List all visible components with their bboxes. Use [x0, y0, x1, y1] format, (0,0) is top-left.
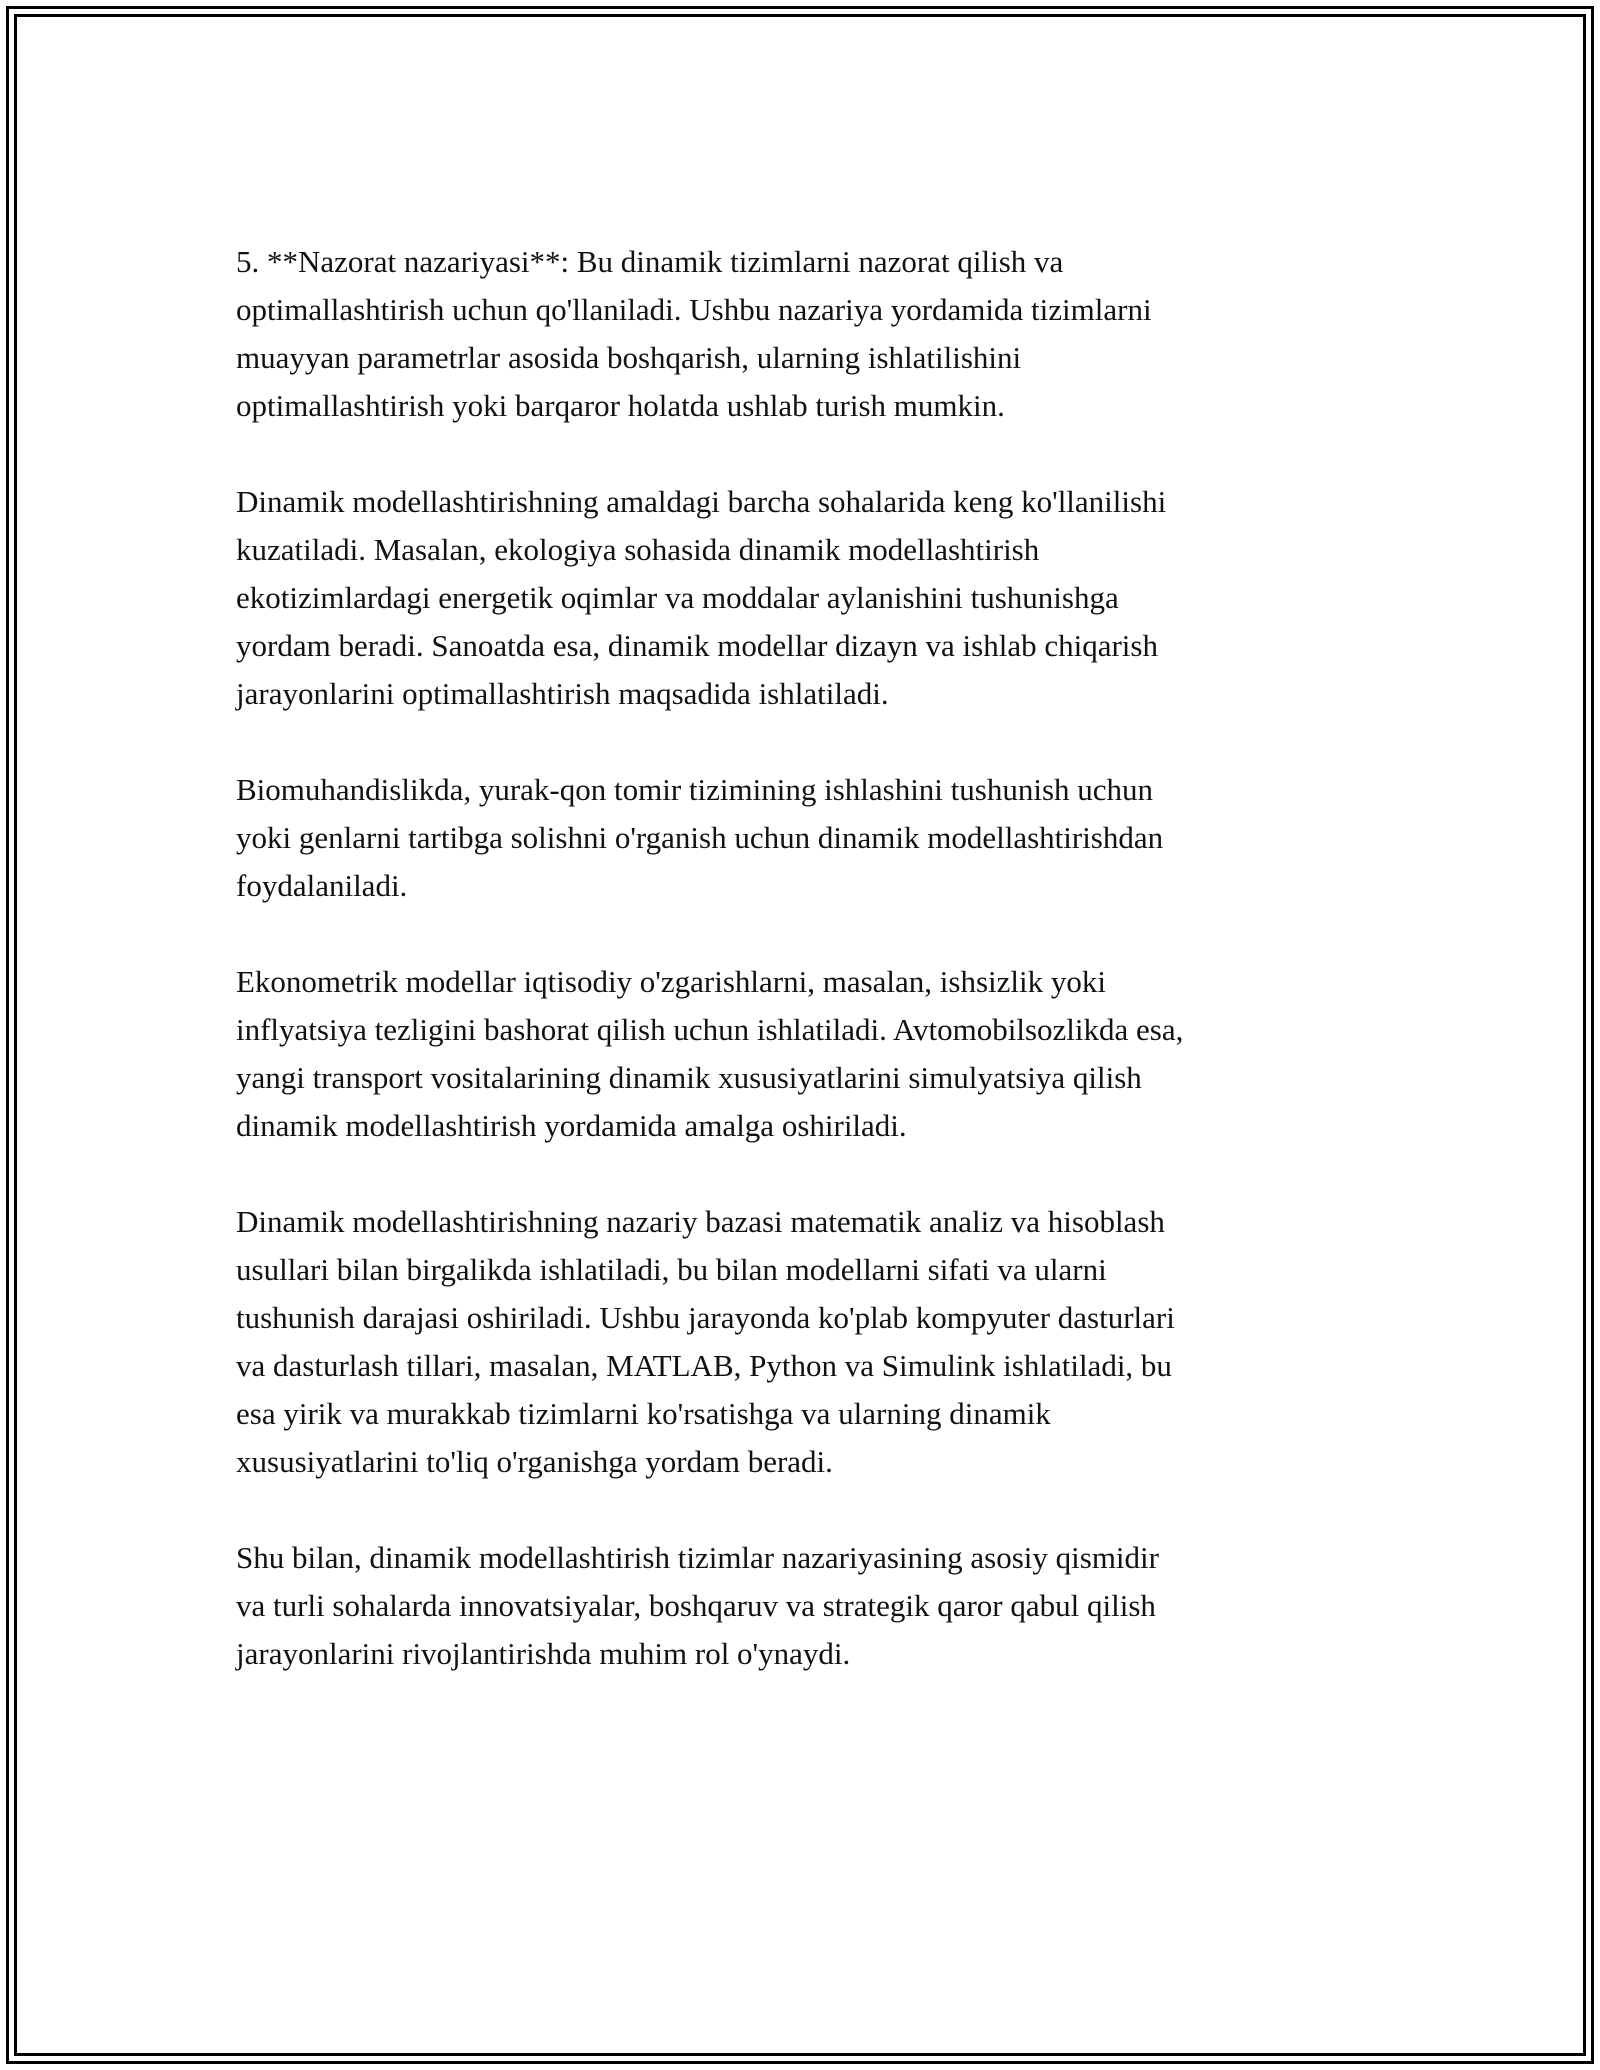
paragraph-conclusion: Shu bilan, dinamik modellashtirish tizimlar nazariyasining asosiy qismidir va turli sohalarda innovatsiyalar, boshqaruv va strategik qaror qabul qilish jarayonlarini rivojlantirishda muhim rol o'ynaydi. [236, 1540, 1159, 1671]
document-body [236, 238, 1376, 1726]
paragraph-theoretical-basis: Dinamik modellashtirishning nazariy bazasi matematik analiz va hisoblash usullari bilan birgalikda ishlatiladi, bu bilan modellarni sifati va ularni tushunish darajasi oshiriladi. Ushbu jarayonda ko'plab kompyuter dasturlari va dasturlash tillari, masalan, MATLAB, Python va Simulink ishlatiladi, bu esa yirik va murakkab tizimlarni ko'rsatishga va ularning dinamik xususiyatlarini to'liq o'rganishga yordam beradi. [236, 1204, 1175, 1479]
paragraph-control-theory: 5. **Nazorat nazariyasi**: Bu dinamik tizimlarni nazorat qilish va optimallashtirish uchun qo'llaniladi. Ushbu nazariya yordamida tizimlarni muayyan parametrlar asosida boshqarish, ularning ishlatilishini optimallashtirish yoki barqaror holatda ushlab turish mumkin. [236, 244, 1152, 423]
paragraph-applications: Dinamik modellashtirishning amaldagi barcha sohalarida keng ko'llanilishi kuzatiladi. Masalan, ekologiya sohasida dinamik modellashtirish ekotizimlardagi energetik oqimlar va moddalar aylanishini tushunishga yordam beradi. Sanoatda esa, dinamik modellar dizayn va ishlab chiqarish jarayonlarini optimallashtirish maqsadida ishlatiladi. [236, 484, 1167, 711]
paragraph-bioengineering: Biomuhandislikda, yurak-qon tomir tizimining ishlashini tushunish uchun yoki genlarni tartibga solishni o'rganish uchun dinamik modellashtirishdan foydalaniladi. [236, 772, 1164, 903]
paragraph-econometrics: Ekonometrik modellar iqtisodiy o'zgarishlarni, masalan, ishsizlik yoki inflyatsiya tezligini bashorat qilish uchun ishlatiladi. Avtomobilsozlikda esa, yangi transport vositalarining dinamik xususiyatlarini simulyatsiya qilish dinamik modellashtirish yordamida amalga oshiriladi. [236, 964, 1184, 1143]
